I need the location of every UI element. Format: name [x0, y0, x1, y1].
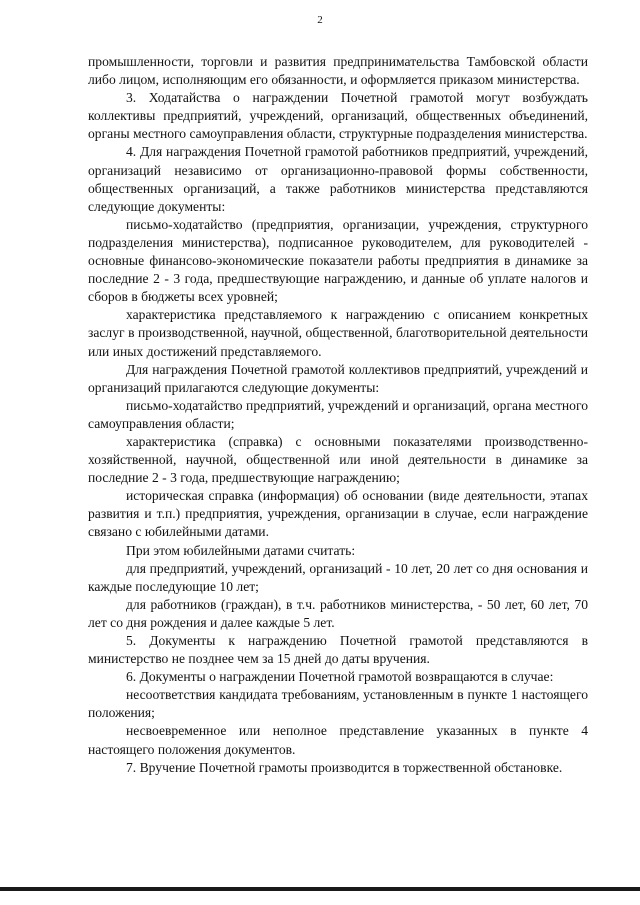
- paragraph-collective-reference: характеристика (справка) с основными показателями производственно-хозяйственной, научной, общественной или иной деятельности в динамике за последние 2 - 3 года, предшествующие награждению;: [88, 433, 588, 486]
- paragraph-letter-of-request: письмо-ходатайство (предприятия, организации, учреждения, структурного подразделения министерства), подписанное руководителем, для руководителей - основные финансово-экономические показатели работы предприятия в динамике за последние 2 - 3 года, предшествующие награждению, и данные об уплате налогов и сборов в бюджеты всех уровней;: [88, 216, 588, 305]
- paragraph-item-3: 3. Ходатайства о награждении Почетной грамотой могут возбуждать коллективы предприятий, учреждений, организаций, общественных объединений, органы местного самоуправления области, структурные подразделения министерства.: [88, 90, 588, 142]
- paragraph-collective-letter: письмо-ходатайство предприятий, учреждений и организаций, органа местного самоуправления области;: [88, 397, 588, 431]
- paragraph-nonconformity: несоответствия кандидата требованиям, установленным в пункте 1 настоящего положения;: [88, 687, 588, 721]
- paragraph-historical-reference: историческая справка (информация) об основании (виде деятельности, этапах развития и т.п.) предприятия, учреждения, организации в случае, если награждение связано с юбилейными датами.: [88, 488, 588, 540]
- paragraph-item-4: 4. Для награждения Почетной грамотой работников предприятий, учреждений, организаций независимо от организационно-правовой формы собственности, общественных организаций, а также работников министерства представляются следующие документы:: [88, 144, 588, 214]
- paragraph-item-5: 5. Документы к награждению Почетной грамотой представляются в министерство не позднее чем за 15 дней до даты вручения.: [88, 633, 588, 667]
- paragraph-continuation: промышленности, торговли и развития предпринимательства Тамбовской области либо лицом, исполняющим его обязанности, и оформляется приказом министерства.: [88, 54, 588, 88]
- paragraph-characteristic: характеристика представляемого к награждению с описанием конкретных заслуг в производственной, научной, общественной, благотворительной деятельности или иных достижений представляемого.: [88, 307, 588, 359]
- page-number: 2: [317, 14, 323, 26]
- paragraph-anniversary-workers: для работников (граждан), в т.ч. работников министерства, - 50 лет, 60 лет, 70 лет со дня рождения и далее каждые 5 лет.: [88, 596, 588, 630]
- document-body: [88, 53, 588, 777]
- paragraph-anniversary-organizations: для предприятий, учреждений, организаций - 10 лет, 20 лет со дня основания и каждые последующие 10 лет;: [88, 560, 588, 594]
- paragraph-collectives: Для награждения Почетной грамотой коллективов предприятий, учреждений и организаций прилагаются следующие документы:: [88, 361, 588, 395]
- paragraph-late-submission: несвоевременное или неполное представление указанных в пункте 4 настоящего положения документов.: [88, 723, 588, 757]
- paragraph-item-7: 7. Вручение Почетной грамоты производится в торжественной обстановке.: [126, 759, 563, 775]
- paragraph-item-6: 6. Документы о награждении Почетной грамотой возвращаются в случае:: [126, 669, 554, 685]
- page-bottom-edge: [0, 887, 640, 891]
- paragraph-anniversary-intro: При этом юбилейными датами считать:: [126, 542, 356, 558]
